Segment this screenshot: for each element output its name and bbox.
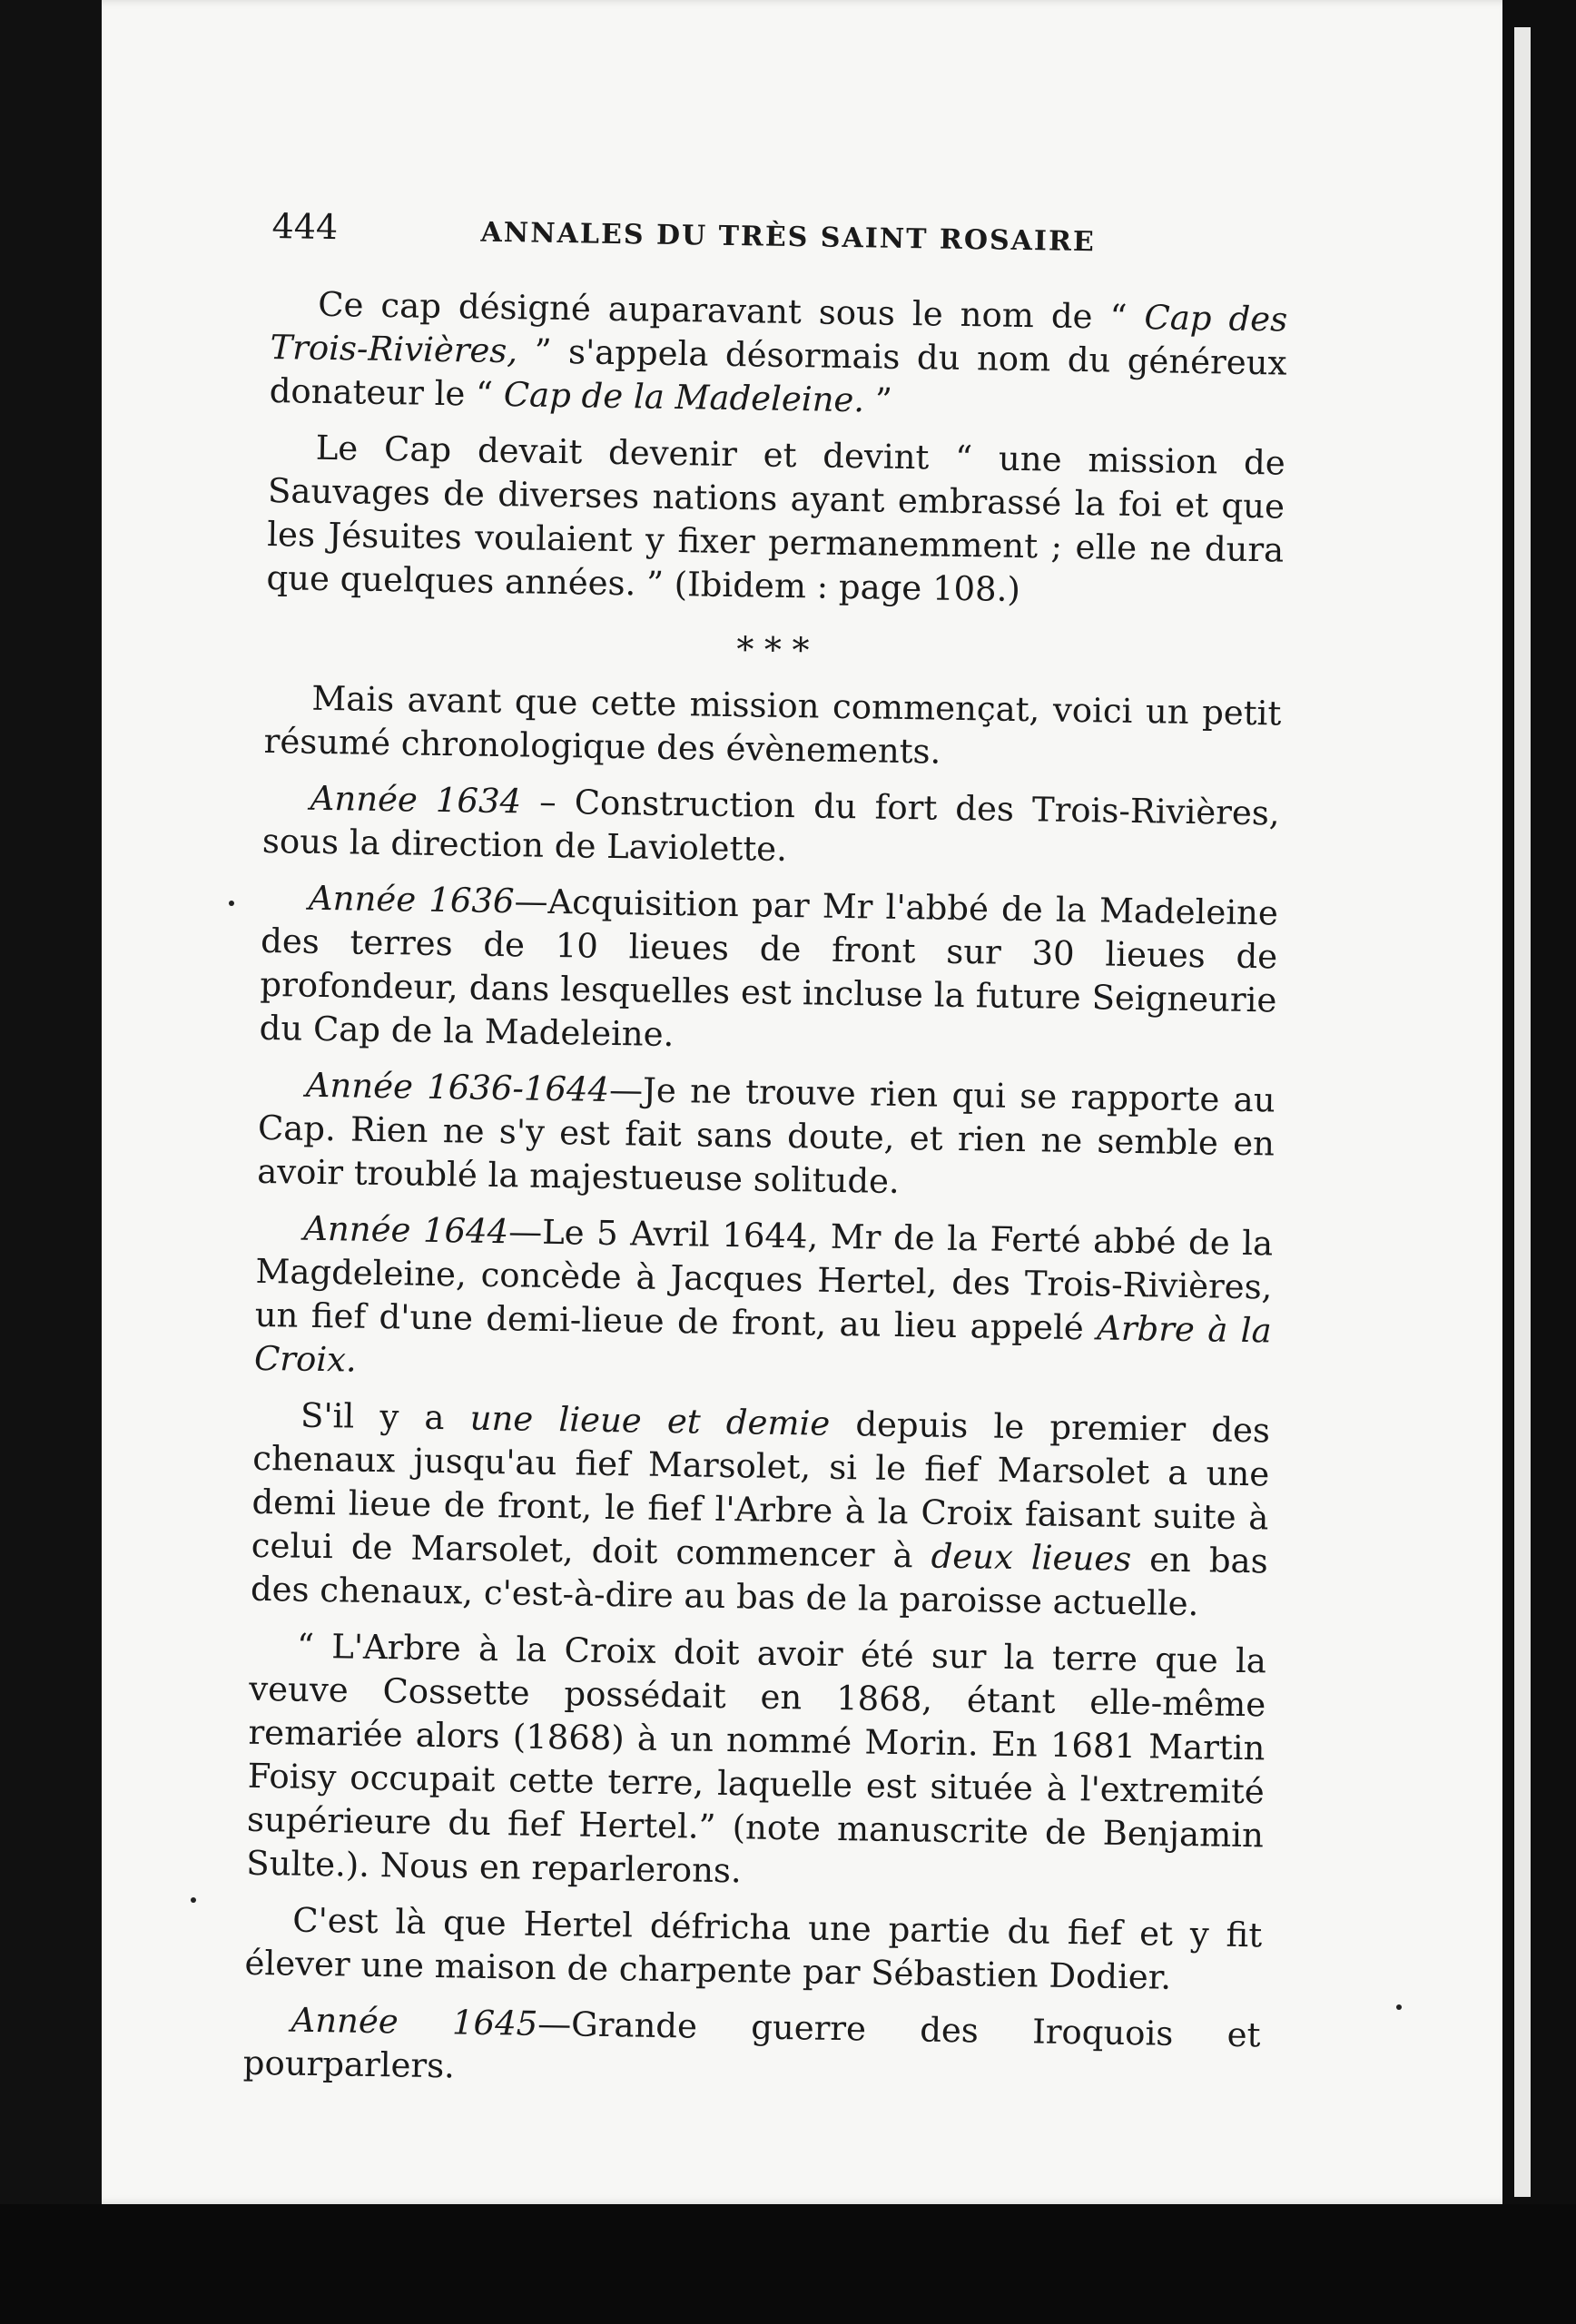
scan-speck (191, 1897, 196, 1903)
paragraph (263, 676, 1281, 780)
paragraph (269, 282, 1287, 429)
paragraph (254, 1206, 1274, 1397)
italic-text: Année 1645 (291, 2000, 538, 2043)
italic-text: Cap de la Madeleine. (503, 375, 865, 420)
page-text-block (242, 204, 1289, 2113)
text-run: —Je ne trouve rien qui se rapporte au Cap. Rien ne s'y est fait sans doute, et rien ne semble en avoir troublé la majestueuse solitude. (256, 1069, 1276, 1201)
paragraph (259, 876, 1278, 1067)
body-text (242, 282, 1287, 2101)
page-number: 444 (271, 205, 339, 248)
text-run: ” (863, 380, 893, 420)
italic-text: Année 1634 (310, 778, 522, 822)
text-run: – Construction du fort des Trois-Rivières, sous la direction de Laviolette. (261, 782, 1280, 869)
running-title: ANNALES DU TRÈS SAINT ROSAIRE (480, 216, 1097, 259)
italic-text: Année 1644 (302, 1208, 509, 1252)
text-run: S'il y a (300, 1395, 471, 1438)
paragraph (266, 426, 1285, 616)
text-run: ” s'appela désormais du nom du généreux donateur le “ (269, 331, 1287, 415)
text-run: depuis le premier des chenaux jusqu'au fief Marsolet, si le fief Marsolet a une demi lieue de front, le fief l'Arbre à la Croix faisant suite à celui de Marsolet, doit commencer à (251, 1403, 1271, 1576)
text-run: —Grande guerre des Iroquois et pourparlers. (242, 2004, 1261, 2086)
scan-border-left (0, 0, 104, 2324)
text-run: —Acquisition par Mr l'abbé de la Madeleine des terres de 10 lieues de front sur 30 lieues de profondeur, dans lesquelles est incluse la future Seigneurie du Cap de la Madeleine. (259, 881, 1279, 1055)
italic-text: une lieue et demie (469, 1398, 831, 1443)
paragraph (246, 1624, 1266, 1902)
italic-text: Année 1636-1644 (305, 1065, 610, 1109)
italic-text: deux lieues (931, 1536, 1132, 1580)
text-run: Ce cap désigné auparavant sous le nom de “ (317, 284, 1145, 338)
text-run: C'est là que Hertel défricha une partie du fief et y fit élever une maison de charpente par Sébastien Dodier. (244, 1900, 1263, 1997)
text-run: Mais avant que cette mission commençat, voici un petit résumé chronologique des évènements. (263, 678, 1282, 772)
text-run: “ L'Arbre à la Croix doit avoir été sur la terre que la veuve Cossette possédait en 1868, étant elle-même remariée alors (1868) à un nommé Morin. En 1681 Martin Foisy occupait cette terre, laquelle est située à l'extremité supérieure du fief Hertel.” (note manuscrite de Benjamin Sulte.). Nous en reparlerons. (245, 1626, 1267, 1891)
scan-speck (229, 901, 234, 906)
paragraph (262, 776, 1280, 880)
italic-text: Année 1636 (308, 878, 515, 921)
text-run: —Le 5 Avril 1644, Mr de la Ferté abbé de la Magdeleine, concède à Jacques Hertel, des Trois-Rivières, un fief d'une demi-lieue de front, au lieu appelé (254, 1212, 1274, 1348)
next-page-edge (1514, 27, 1531, 2197)
italic-text: Arbre à la Croix. (253, 1308, 1272, 1380)
paragraph (244, 1898, 1262, 2002)
scan-speck (1396, 2004, 1402, 2010)
paragraph (251, 1393, 1271, 1628)
scan-border-bottom (0, 2204, 1576, 2324)
italic-text: Cap des Trois-Rivières, (270, 298, 1288, 371)
paragraph (242, 1998, 1260, 2102)
section-ornament: * * * (735, 629, 812, 671)
paragraph (257, 1063, 1276, 1210)
text-run: Le Cap devait devenir et devint “ une mission de Sauvages de diverses nations ayant embrassé la foi et que les Jésuites voulaient y fixer permanemment ; elle ne dura que quelques années. ” (Ibidem : page 108.) (266, 428, 1285, 609)
text-run: en bas des chenaux, c'est-à-dire au bas de la paroisse actuelle. (250, 1540, 1268, 1624)
